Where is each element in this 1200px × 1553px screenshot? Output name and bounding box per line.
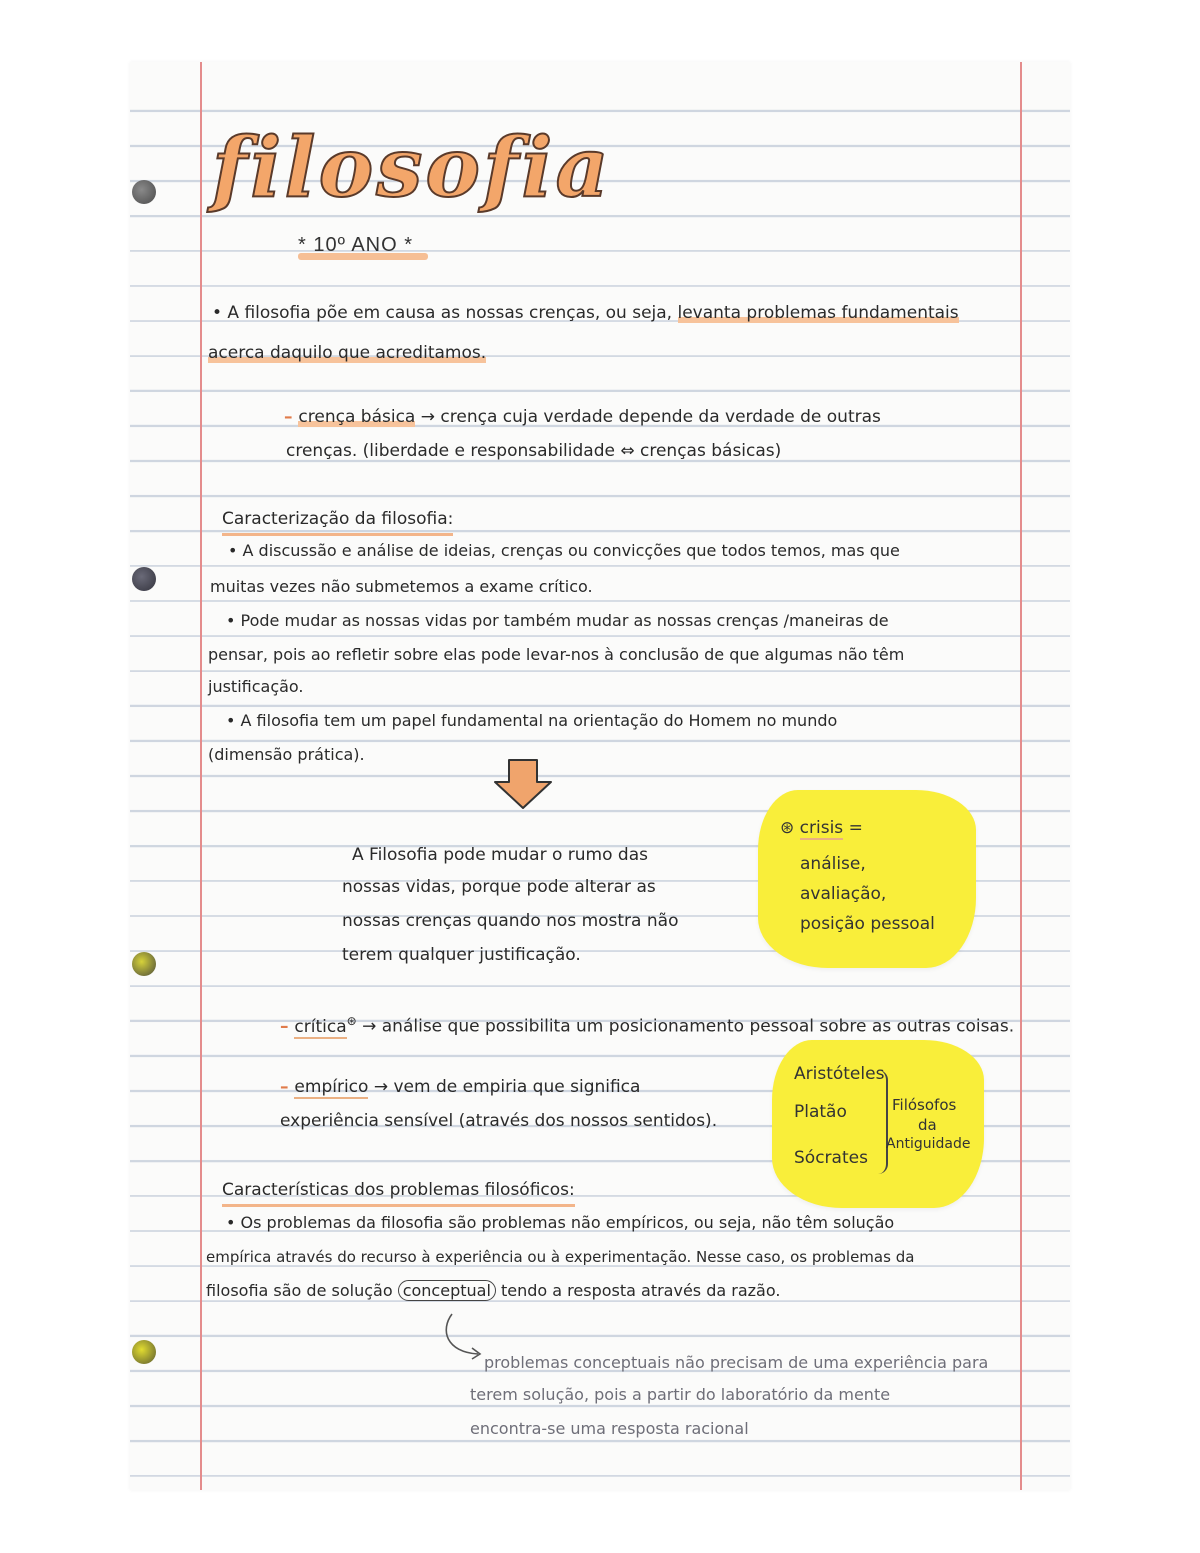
note-line: problemas conceptuais não precisam de uma experiência para bbox=[484, 1353, 989, 1372]
problems-line3-suffix: tendo a resposta através da razão. bbox=[500, 1281, 781, 1300]
crisis-term: crisis bbox=[799, 818, 844, 838]
intro-highlight-2: acerca daquilo que acreditamos. bbox=[208, 343, 487, 363]
sticky-crisis-line: análise, bbox=[800, 854, 866, 874]
characterization-line: (dimensão prática). bbox=[208, 745, 365, 764]
section-heading-characterization: Caracterização da filosofia: bbox=[222, 505, 453, 536]
sticky-crisis-line: avaliação, bbox=[800, 884, 887, 904]
empirico-def-line-2: experiência sensível (através dos nossos sentidos). bbox=[280, 1111, 718, 1131]
philosopher-name: Aristóteles bbox=[794, 1064, 885, 1084]
curved-arrow-icon bbox=[438, 1310, 488, 1360]
binder-hole bbox=[132, 1340, 156, 1364]
asterisk-mark-icon: ⊛ bbox=[780, 818, 795, 838]
critica-term: crítica bbox=[294, 1016, 347, 1037]
note-line: terem solução, pois a partir do laboratório da mente bbox=[470, 1385, 891, 1404]
problems-line3-prefix: filosofia são de solução bbox=[206, 1281, 393, 1300]
critica-def: → análise que possibilita um posicionamento pessoal sobre as outras coisas. bbox=[362, 1016, 1015, 1037]
characterization-line: • Pode mudar as nossas vidas por também mudar as nossas crenças /maneiras de bbox=[226, 611, 889, 630]
problems-line: • Os problemas da filosofia são problemas não empíricos, ou seja, não têm solução bbox=[226, 1213, 895, 1232]
conclusion-line: terem qualquer justificação. bbox=[342, 945, 581, 965]
empirico-def-text: → vem de empiria que significa bbox=[373, 1077, 641, 1097]
binder-hole bbox=[132, 180, 156, 204]
intro-text: • A filosofia põe em causa as nossas crenças, ou seja, bbox=[212, 303, 678, 323]
belief-def-line-2: crenças. (liberdade e responsabilidade ⇔ crenças básicas) bbox=[286, 441, 782, 461]
sticky-crisis-header bbox=[780, 818, 863, 838]
intro-line-1 bbox=[212, 296, 1022, 330]
equals-sign: = bbox=[848, 818, 863, 838]
grade-label-text: * 10º ANO * bbox=[298, 234, 414, 256]
down-arrow-icon bbox=[493, 758, 553, 810]
characterization-line: justificação. bbox=[208, 677, 304, 696]
dash-marker: – bbox=[284, 407, 299, 427]
problems-line: empírica através do recurso à experiência ou à experimentação. Nesse caso, os problemas da bbox=[206, 1248, 915, 1266]
critica-def-line bbox=[280, 1004, 1022, 1044]
margin-line-left bbox=[200, 62, 202, 1490]
section-heading-problems: Características dos problemas filosóficos: bbox=[222, 1176, 575, 1207]
characterization-line: muitas vezes não submetemos a exame crítico. bbox=[210, 577, 593, 596]
conclusion-line: nossas crenças quando nos mostra não bbox=[342, 911, 679, 931]
empirico-def-line-1 bbox=[280, 1070, 640, 1104]
binder-hole bbox=[132, 567, 156, 591]
sticky-note-crisis bbox=[758, 790, 976, 968]
belief-def-line-1 bbox=[284, 400, 1014, 434]
grouping-bracket bbox=[878, 1070, 888, 1174]
margin-line-right bbox=[1020, 62, 1022, 1490]
characterization-line: • A filosofia tem um papel fundamental na orientação do Homem no mundo bbox=[226, 711, 838, 730]
note-line: encontra-se uma resposta racional bbox=[470, 1419, 749, 1438]
philosopher-name: Platão bbox=[794, 1102, 847, 1122]
sticky-crisis-line: posição pessoal bbox=[800, 914, 935, 934]
dash-marker: – bbox=[280, 1016, 295, 1037]
dash-marker: – bbox=[280, 1077, 295, 1097]
conclusion-line: A Filosofia pode mudar o rumo das bbox=[352, 845, 648, 865]
philosophers-label: da bbox=[918, 1116, 937, 1134]
belief-def-text-1: → crença cuja verdade depende da verdade de outras bbox=[420, 407, 881, 427]
intro-line-2 bbox=[208, 336, 486, 370]
sticky-note-philosophers bbox=[772, 1040, 984, 1208]
problems-line bbox=[206, 1274, 780, 1308]
conclusion-line: nossas vidas, porque pode alterar as bbox=[342, 877, 656, 897]
belief-term: crença básica bbox=[298, 407, 416, 427]
characterization-line: pensar, pois ao refletir sobre elas pode levar-nos à conclusão de que algumas não têm bbox=[208, 645, 905, 664]
asterisk-mark-icon: ⊛ bbox=[346, 1014, 357, 1028]
grade-label bbox=[298, 234, 428, 260]
circled-word: conceptual bbox=[398, 1280, 496, 1301]
empirico-term: empírico bbox=[294, 1077, 369, 1097]
page-title: filosofia bbox=[212, 120, 612, 216]
binder-hole bbox=[132, 952, 156, 976]
philosophers-label: Antiguidade bbox=[886, 1136, 971, 1152]
philosophers-label: Filósofos bbox=[892, 1096, 957, 1114]
philosopher-name: Sócrates bbox=[794, 1148, 868, 1168]
characterization-line: • A discussão e análise de ideias, crenças ou convicções que todos temos, mas que bbox=[228, 541, 900, 560]
intro-highlight-1: levanta problemas fundamentais bbox=[677, 303, 959, 323]
